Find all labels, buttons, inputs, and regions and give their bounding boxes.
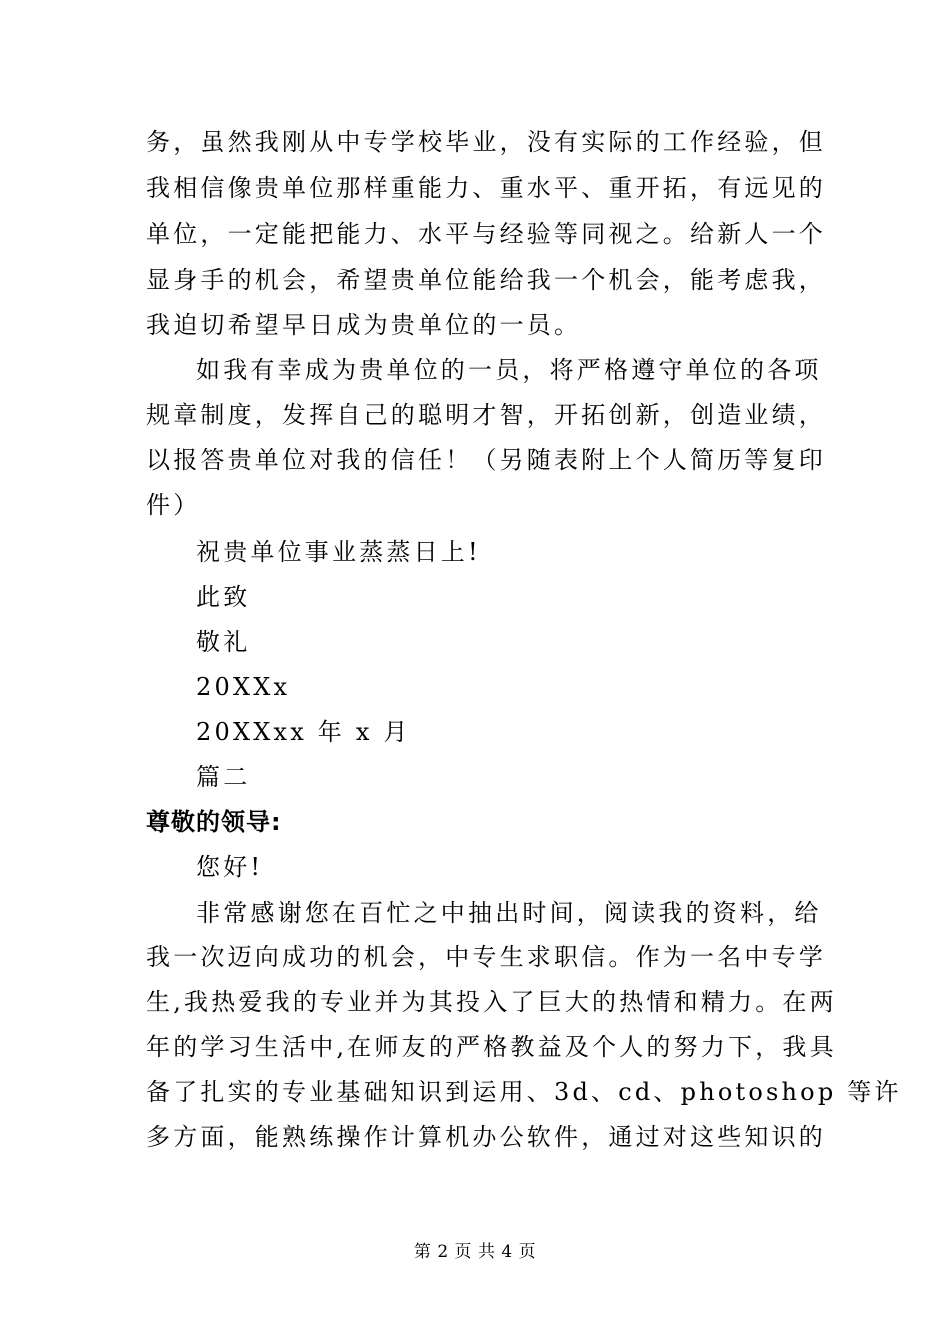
page-number: 第 2 页 共 4 页 <box>413 1242 537 1262</box>
paragraph-line: 我相信像贵单位那样重能力、重水平、重开拓，有远见的 <box>146 174 826 202</box>
closing-line: 敬礼 <box>196 628 251 656</box>
date-line: 20XXxx 年 x 月 <box>196 718 411 746</box>
paragraph-line: 我一次迈向成功的机会，中专生求职信。作为一名中专学 <box>146 943 826 971</box>
paragraph-line: 备了扎实的专业基础知识到运用、3d、cd、photoshop 等许 <box>146 1078 902 1106</box>
paragraph-line: 年的学习生活中,在师友的严格教益及个人的努力下，我具 <box>146 1033 837 1061</box>
paragraph-line: 以报答贵单位对我的信任！（另随表附上个人简历等复印 <box>146 446 826 474</box>
closing-line: 此致 <box>196 583 251 611</box>
paragraph-line: 单位，一定能把能力、水平与经验等同视之。给新人一个 <box>146 220 826 248</box>
section-heading: 篇二 <box>196 763 251 791</box>
paragraph-line: 多方面，能熟练操作计算机办公软件，通过对这些知识的 <box>146 1123 826 1151</box>
paragraph-line: 规章制度，发挥自己的聪明才智，开拓创新，创造业绩， <box>146 401 826 429</box>
paragraph-line: 件） <box>146 491 201 519</box>
paragraph-line: 务，虽然我刚从中专学校毕业，没有实际的工作经验，但 <box>146 128 826 156</box>
paragraph-line: 生,我热爱我的专业并为其投入了巨大的热情和精力。在两 <box>146 988 837 1016</box>
paragraph-line: 如我有幸成为贵单位的一员，将严格遵守单位的各项 <box>196 356 822 384</box>
salutation: 尊敬的领导: <box>146 808 282 836</box>
paragraph-line: 非常感谢您在百忙之中抽出时间，阅读我的资料，给 <box>196 899 822 927</box>
wish-line: 祝贵单位事业蒸蒸日上! <box>196 538 481 566</box>
paragraph-line: 我迫切希望早日成为贵单位的一员。 <box>146 311 582 339</box>
signer-line: 20XXx <box>196 673 291 701</box>
greeting-line: 您好! <box>196 853 264 881</box>
paragraph-line: 显身手的机会，希望贵单位能给我一个机会，能考虑我， <box>146 266 826 294</box>
